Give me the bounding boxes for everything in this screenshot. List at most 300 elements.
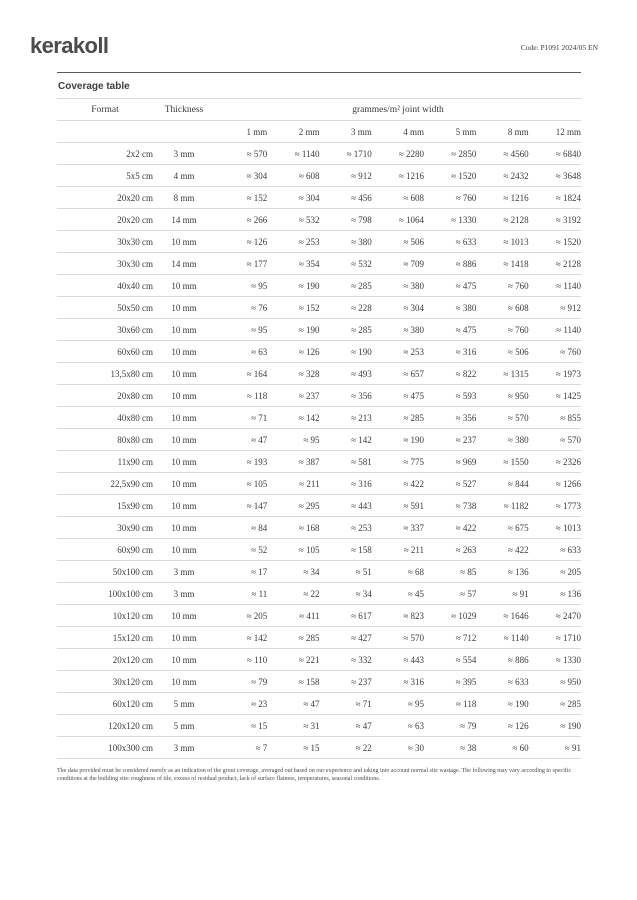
coverage-value-cell: ≈ 47: [320, 715, 372, 737]
coverage-value-cell: ≈ 285: [320, 275, 372, 297]
table-row: [57, 275, 581, 297]
coverage-value-cell: ≈ 79: [215, 671, 267, 693]
coverage-value-cell: ≈ 570: [215, 143, 267, 165]
coverage-value-cell: ≈ 1140: [529, 319, 581, 341]
coverage-value-cell: ≈ 285: [529, 693, 581, 715]
coverage-value-cell: ≈ 1064: [372, 209, 424, 231]
format-cell: 100x300 cm: [57, 737, 153, 759]
table-header-row: [57, 99, 581, 121]
column-header-joint-width-group: grammes/m² joint width: [215, 99, 581, 121]
thickness-cell: 10 mm: [153, 407, 215, 429]
table-row: [57, 649, 581, 671]
coverage-value-cell: ≈ 60: [476, 737, 528, 759]
coverage-value-cell: ≈ 475: [424, 275, 476, 297]
table-row: [57, 297, 581, 319]
thickness-cell: 10 mm: [153, 473, 215, 495]
coverage-value-cell: ≈ 1550: [476, 451, 528, 473]
format-cell: 80x80 cm: [57, 429, 153, 451]
coverage-value-cell: ≈ 213: [320, 407, 372, 429]
column-header-3mm: 3 mm: [320, 121, 372, 143]
coverage-value-cell: ≈ 886: [476, 649, 528, 671]
coverage-value-cell: ≈ 912: [529, 297, 581, 319]
coverage-table-body: [57, 143, 581, 759]
column-header-1mm: 1 mm: [215, 121, 267, 143]
coverage-value-cell: ≈ 1773: [529, 495, 581, 517]
coverage-value-cell: ≈ 237: [424, 429, 476, 451]
coverage-value-cell: ≈ 285: [267, 627, 319, 649]
coverage-value-cell: ≈ 237: [320, 671, 372, 693]
coverage-value-cell: ≈ 738: [424, 495, 476, 517]
format-cell: 100x100 cm: [57, 583, 153, 605]
coverage-value-cell: ≈ 6840: [529, 143, 581, 165]
coverage-value-cell: ≈ 95: [215, 275, 267, 297]
table-bottom-rule: [57, 759, 581, 760]
coverage-value-cell: ≈ 68: [372, 561, 424, 583]
coverage-value-cell: ≈ 1140: [476, 627, 528, 649]
coverage-value-cell: ≈ 304: [372, 297, 424, 319]
coverage-value-cell: ≈ 1013: [529, 517, 581, 539]
thickness-cell: 10 mm: [153, 671, 215, 693]
thickness-cell: 10 mm: [153, 319, 215, 341]
coverage-value-cell: ≈ 152: [267, 297, 319, 319]
kerakoll-logo: kerakoll: [30, 33, 109, 58]
coverage-value-cell: ≈ 105: [215, 473, 267, 495]
coverage-value-cell: ≈ 712: [424, 627, 476, 649]
table-row: [57, 495, 581, 517]
footnote: The data provided must be considered merely as an indication of the grout coverage, averaged out based on our experience and taking into account normal site wastage. The following may vary according to specific conditions at the building site: roughness of tile, excess of residual product, lack of surface flatness, temperatures, seasonal conditions.: [57, 768, 572, 782]
format-cell: 15x120 cm: [57, 627, 153, 649]
coverage-value-cell: ≈ 1182: [476, 495, 528, 517]
thickness-cell: 5 mm: [153, 715, 215, 737]
table-row: [57, 319, 581, 341]
coverage-value-cell: ≈ 263: [424, 539, 476, 561]
coverage-value-cell: ≈ 142: [215, 627, 267, 649]
coverage-value-cell: ≈ 608: [476, 297, 528, 319]
coverage-value-cell: ≈ 63: [215, 341, 267, 363]
coverage-value-cell: ≈ 105: [267, 539, 319, 561]
column-header-2mm: 2 mm: [267, 121, 319, 143]
table-row: [57, 671, 581, 693]
coverage-value-cell: ≈ 456: [320, 187, 372, 209]
coverage-value-cell: ≈ 337: [372, 517, 424, 539]
coverage-value-cell: ≈ 950: [529, 671, 581, 693]
coverage-value-cell: ≈ 760: [529, 341, 581, 363]
coverage-value-cell: ≈ 168: [267, 517, 319, 539]
format-cell: 60x60 cm: [57, 341, 153, 363]
coverage-value-cell: ≈ 4560: [476, 143, 528, 165]
thickness-cell: 3 mm: [153, 583, 215, 605]
coverage-value-cell: ≈ 190: [320, 341, 372, 363]
format-cell: 30x30 cm: [57, 253, 153, 275]
thickness-cell: 4 mm: [153, 165, 215, 187]
column-header-thickness: Thickness: [153, 99, 215, 121]
format-cell: 22,5x90 cm: [57, 473, 153, 495]
coverage-value-cell: ≈ 164: [215, 363, 267, 385]
coverage-value-cell: ≈ 205: [215, 605, 267, 627]
coverage-value-cell: ≈ 1520: [529, 231, 581, 253]
coverage-value-cell: ≈ 126: [215, 231, 267, 253]
coverage-value-cell: ≈ 211: [267, 473, 319, 495]
format-cell: 30x120 cm: [57, 671, 153, 693]
coverage-value-cell: ≈ 506: [372, 231, 424, 253]
coverage-value-cell: ≈ 142: [267, 407, 319, 429]
coverage-value-cell: ≈ 228: [320, 297, 372, 319]
format-cell: 20x120 cm: [57, 649, 153, 671]
coverage-value-cell: ≈ 95: [215, 319, 267, 341]
coverage-value-cell: ≈ 844: [476, 473, 528, 495]
format-cell: 20x20 cm: [57, 187, 153, 209]
table-row: [57, 693, 581, 715]
format-cell: 40x80 cm: [57, 407, 153, 429]
format-cell: 11x90 cm: [57, 451, 153, 473]
thickness-cell: 10 mm: [153, 385, 215, 407]
thickness-cell: 10 mm: [153, 363, 215, 385]
coverage-value-cell: ≈ 147: [215, 495, 267, 517]
thickness-cell: 14 mm: [153, 209, 215, 231]
coverage-value-cell: ≈ 15: [215, 715, 267, 737]
coverage-value-cell: ≈ 2128: [476, 209, 528, 231]
coverage-value-cell: ≈ 221: [267, 649, 319, 671]
format-cell: 13,5x80 cm: [57, 363, 153, 385]
column-header-4mm: 4 mm: [372, 121, 424, 143]
format-cell: 30x60 cm: [57, 319, 153, 341]
coverage-value-cell: ≈ 34: [267, 561, 319, 583]
coverage-value-cell: ≈ 443: [320, 495, 372, 517]
coverage-value-cell: ≈ 506: [476, 341, 528, 363]
bottom-rule: [57, 759, 581, 760]
coverage-value-cell: ≈ 190: [267, 319, 319, 341]
coverage-value-cell: ≈ 34: [320, 583, 372, 605]
table-row: [57, 407, 581, 429]
table-row: [57, 363, 581, 385]
table-row: [57, 253, 581, 275]
coverage-value-cell: ≈ 886: [424, 253, 476, 275]
coverage-value-cell: ≈ 285: [372, 407, 424, 429]
coverage-value-cell: ≈ 969: [424, 451, 476, 473]
coverage-value-cell: ≈ 126: [267, 341, 319, 363]
table-row: [57, 539, 581, 561]
thickness-cell: 10 mm: [153, 341, 215, 363]
coverage-value-cell: ≈ 608: [372, 187, 424, 209]
coverage-value-cell: ≈ 237: [267, 385, 319, 407]
coverage-value-cell: ≈ 22: [267, 583, 319, 605]
thickness-cell: 10 mm: [153, 451, 215, 473]
coverage-value-cell: ≈ 2850: [424, 143, 476, 165]
coverage-value-cell: ≈ 1646: [476, 605, 528, 627]
coverage-value-cell: ≈ 11: [215, 583, 267, 605]
format-cell: 120x120 cm: [57, 715, 153, 737]
coverage-value-cell: ≈ 295: [267, 495, 319, 517]
coverage-value-cell: ≈ 190: [372, 429, 424, 451]
coverage-value-cell: ≈ 253: [267, 231, 319, 253]
thickness-cell: 3 mm: [153, 143, 215, 165]
thickness-cell: 10 mm: [153, 539, 215, 561]
coverage-value-cell: ≈ 211: [372, 539, 424, 561]
format-cell: 20x20 cm: [57, 209, 153, 231]
coverage-value-cell: ≈ 253: [372, 341, 424, 363]
coverage-value-cell: ≈ 493: [320, 363, 372, 385]
coverage-value-cell: ≈ 136: [476, 561, 528, 583]
table-row: [57, 605, 581, 627]
coverage-value-cell: ≈ 633: [476, 671, 528, 693]
format-cell: 30x90 cm: [57, 517, 153, 539]
coverage-value-cell: ≈ 855: [529, 407, 581, 429]
format-cell: 40x40 cm: [57, 275, 153, 297]
coverage-value-cell: ≈ 84: [215, 517, 267, 539]
coverage-value-cell: ≈ 554: [424, 649, 476, 671]
format-cell: 5x5 cm: [57, 165, 153, 187]
coverage-value-cell: ≈ 142: [320, 429, 372, 451]
coverage-value-cell: ≈ 1315: [476, 363, 528, 385]
coverage-value-cell: ≈ 45: [372, 583, 424, 605]
thickness-cell: 10 mm: [153, 231, 215, 253]
coverage-value-cell: ≈ 593: [424, 385, 476, 407]
format-cell: 2x2 cm: [57, 143, 153, 165]
coverage-value-cell: ≈ 71: [215, 407, 267, 429]
format-cell: 10x120 cm: [57, 605, 153, 627]
coverage-value-cell: ≈ 52: [215, 539, 267, 561]
coverage-value-cell: ≈ 912: [320, 165, 372, 187]
coverage-value-cell: ≈ 411: [267, 605, 319, 627]
coverage-value-cell: ≈ 1710: [320, 143, 372, 165]
coverage-value-cell: ≈ 304: [215, 165, 267, 187]
table-title: Coverage table: [58, 81, 130, 92]
empty-header-cell: [153, 121, 215, 143]
coverage-table-section: [57, 72, 581, 783]
coverage-value-cell: ≈ 158: [267, 671, 319, 693]
thickness-cell: 10 mm: [153, 605, 215, 627]
coverage-value-cell: ≈ 581: [320, 451, 372, 473]
coverage-value-cell: ≈ 760: [476, 275, 528, 297]
thickness-cell: 14 mm: [153, 253, 215, 275]
table-row: [57, 385, 581, 407]
coverage-value-cell: ≈ 1520: [424, 165, 476, 187]
coverage-value-cell: ≈ 76: [215, 297, 267, 319]
coverage-value-cell: ≈ 136: [529, 583, 581, 605]
table-row: [57, 165, 581, 187]
table-row: [57, 627, 581, 649]
coverage-value-cell: ≈ 1140: [529, 275, 581, 297]
coverage-value-cell: ≈ 1824: [529, 187, 581, 209]
coverage-value-cell: ≈ 3192: [529, 209, 581, 231]
table-row: [57, 143, 581, 165]
thickness-cell: 10 mm: [153, 275, 215, 297]
table-row: [57, 561, 581, 583]
coverage-value-cell: ≈ 2280: [372, 143, 424, 165]
coverage-value-cell: ≈ 570: [476, 407, 528, 429]
table-row: [57, 429, 581, 451]
coverage-value-cell: ≈ 356: [320, 385, 372, 407]
coverage-value-cell: ≈ 760: [476, 319, 528, 341]
thickness-cell: 3 mm: [153, 737, 215, 759]
coverage-value-cell: ≈ 126: [476, 715, 528, 737]
thickness-cell: 10 mm: [153, 429, 215, 451]
thickness-cell: 8 mm: [153, 187, 215, 209]
coverage-value-cell: ≈ 316: [372, 671, 424, 693]
coverage-value-cell: ≈ 760: [424, 187, 476, 209]
coverage-value-cell: ≈ 570: [529, 429, 581, 451]
coverage-value-cell: ≈ 532: [267, 209, 319, 231]
column-header-5mm: 5 mm: [424, 121, 476, 143]
coverage-value-cell: ≈ 332: [320, 649, 372, 671]
format-cell: 30x30 cm: [57, 231, 153, 253]
coverage-value-cell: ≈ 23: [215, 693, 267, 715]
thickness-cell: 3 mm: [153, 561, 215, 583]
coverage-value-cell: ≈ 422: [372, 473, 424, 495]
table-row: [57, 737, 581, 759]
coverage-value-cell: ≈ 657: [372, 363, 424, 385]
coverage-value-cell: ≈ 380: [476, 429, 528, 451]
coverage-value-cell: ≈ 152: [215, 187, 267, 209]
table-row: [57, 451, 581, 473]
coverage-value-cell: ≈ 3648: [529, 165, 581, 187]
coverage-value-cell: ≈ 177: [215, 253, 267, 275]
coverage-value-cell: ≈ 328: [267, 363, 319, 385]
table-row: [57, 341, 581, 363]
column-header-8mm: 8 mm: [476, 121, 528, 143]
coverage-value-cell: ≈ 1973: [529, 363, 581, 385]
coverage-value-cell: ≈ 95: [267, 429, 319, 451]
coverage-value-cell: ≈ 380: [320, 231, 372, 253]
coverage-value-cell: ≈ 2128: [529, 253, 581, 275]
coverage-value-cell: ≈ 2432: [476, 165, 528, 187]
coverage-value-cell: ≈ 395: [424, 671, 476, 693]
coverage-value-cell: ≈ 1330: [424, 209, 476, 231]
coverage-value-cell: ≈ 22: [320, 737, 372, 759]
thickness-cell: 10 mm: [153, 517, 215, 539]
coverage-value-cell: ≈ 71: [320, 693, 372, 715]
table-row: [57, 231, 581, 253]
table-row: [57, 187, 581, 209]
coverage-value-cell: ≈ 316: [424, 341, 476, 363]
coverage-value-cell: ≈ 1029: [424, 605, 476, 627]
coverage-value-cell: ≈ 1216: [372, 165, 424, 187]
format-cell: 50x50 cm: [57, 297, 153, 319]
coverage-value-cell: ≈ 158: [320, 539, 372, 561]
coverage-value-cell: ≈ 17: [215, 561, 267, 583]
coverage-value-cell: ≈ 527: [424, 473, 476, 495]
coverage-value-cell: ≈ 422: [424, 517, 476, 539]
coverage-value-cell: ≈ 1266: [529, 473, 581, 495]
coverage-value-cell: ≈ 380: [372, 319, 424, 341]
coverage-value-cell: ≈ 475: [372, 385, 424, 407]
coverage-value-cell: ≈ 591: [372, 495, 424, 517]
coverage-value-cell: ≈ 675: [476, 517, 528, 539]
coverage-value-cell: ≈ 1216: [476, 187, 528, 209]
coverage-value-cell: ≈ 304: [267, 187, 319, 209]
coverage-value-cell: ≈ 266: [215, 209, 267, 231]
format-cell: 20x80 cm: [57, 385, 153, 407]
thickness-cell: 10 mm: [153, 627, 215, 649]
coverage-value-cell: ≈ 91: [476, 583, 528, 605]
table-row: [57, 209, 581, 231]
coverage-value-cell: ≈ 1013: [476, 231, 528, 253]
coverage-value-cell: ≈ 633: [424, 231, 476, 253]
coverage-value-cell: ≈ 2470: [529, 605, 581, 627]
coverage-value-cell: ≈ 15: [267, 737, 319, 759]
coverage-value-cell: ≈ 47: [267, 693, 319, 715]
coverage-value-cell: ≈ 91: [529, 737, 581, 759]
coverage-value-cell: ≈ 709: [372, 253, 424, 275]
coverage-value-cell: ≈ 63: [372, 715, 424, 737]
coverage-value-cell: ≈ 1710: [529, 627, 581, 649]
thickness-cell: 10 mm: [153, 495, 215, 517]
coverage-value-cell: ≈ 950: [476, 385, 528, 407]
thickness-cell: 5 mm: [153, 693, 215, 715]
coverage-value-cell: ≈ 316: [320, 473, 372, 495]
coverage-table: [57, 98, 581, 759]
coverage-value-cell: ≈ 387: [267, 451, 319, 473]
table-row: [57, 517, 581, 539]
coverage-value-cell: ≈ 190: [529, 715, 581, 737]
coverage-value-cell: ≈ 31: [267, 715, 319, 737]
coverage-value-cell: ≈ 443: [372, 649, 424, 671]
coverage-value-cell: ≈ 1425: [529, 385, 581, 407]
coverage-value-cell: ≈ 190: [267, 275, 319, 297]
coverage-value-cell: ≈ 47: [215, 429, 267, 451]
coverage-value-cell: ≈ 532: [320, 253, 372, 275]
format-cell: 15x90 cm: [57, 495, 153, 517]
coverage-value-cell: ≈ 51: [320, 561, 372, 583]
format-cell: 60x120 cm: [57, 693, 153, 715]
format-cell: 50x100 cm: [57, 561, 153, 583]
coverage-value-cell: ≈ 617: [320, 605, 372, 627]
coverage-value-cell: ≈ 775: [372, 451, 424, 473]
coverage-value-cell: ≈ 608: [267, 165, 319, 187]
coverage-value-cell: ≈ 1418: [476, 253, 528, 275]
coverage-value-cell: ≈ 7: [215, 737, 267, 759]
coverage-value-cell: ≈ 85: [424, 561, 476, 583]
coverage-value-cell: ≈ 253: [320, 517, 372, 539]
coverage-value-cell: ≈ 110: [215, 649, 267, 671]
coverage-value-cell: ≈ 380: [424, 297, 476, 319]
coverage-value-cell: ≈ 30: [372, 737, 424, 759]
coverage-value-cell: ≈ 118: [424, 693, 476, 715]
coverage-value-cell: ≈ 1330: [529, 649, 581, 671]
coverage-value-cell: ≈ 798: [320, 209, 372, 231]
coverage-value-cell: ≈ 79: [424, 715, 476, 737]
table-row: [57, 583, 581, 605]
coverage-value-cell: ≈ 193: [215, 451, 267, 473]
coverage-value-cell: ≈ 1140: [267, 143, 319, 165]
coverage-value-cell: ≈ 570: [372, 627, 424, 649]
coverage-value-cell: ≈ 822: [424, 363, 476, 385]
document-code: Code: P1091 2024/05 EN: [520, 43, 598, 52]
coverage-value-cell: ≈ 285: [320, 319, 372, 341]
format-cell: 60x90 cm: [57, 539, 153, 561]
coverage-value-cell: ≈ 38: [424, 737, 476, 759]
empty-header-cell: [57, 121, 153, 143]
coverage-value-cell: ≈ 633: [529, 539, 581, 561]
coverage-value-cell: ≈ 356: [424, 407, 476, 429]
table-row: [57, 473, 581, 495]
column-header-format: Format: [57, 99, 153, 121]
thickness-cell: 10 mm: [153, 297, 215, 319]
thickness-cell: 10 mm: [153, 649, 215, 671]
coverage-value-cell: ≈ 57: [424, 583, 476, 605]
coverage-value-cell: ≈ 422: [476, 539, 528, 561]
column-header-12mm: 12 mm: [529, 121, 581, 143]
coverage-value-cell: ≈ 118: [215, 385, 267, 407]
coverage-value-cell: ≈ 354: [267, 253, 319, 275]
joint-width-header-row: [57, 121, 581, 143]
coverage-value-cell: ≈ 205: [529, 561, 581, 583]
coverage-value-cell: ≈ 2326: [529, 451, 581, 473]
coverage-value-cell: ≈ 190: [476, 693, 528, 715]
coverage-value-cell: ≈ 475: [424, 319, 476, 341]
coverage-value-cell: ≈ 427: [320, 627, 372, 649]
coverage-value-cell: ≈ 823: [372, 605, 424, 627]
